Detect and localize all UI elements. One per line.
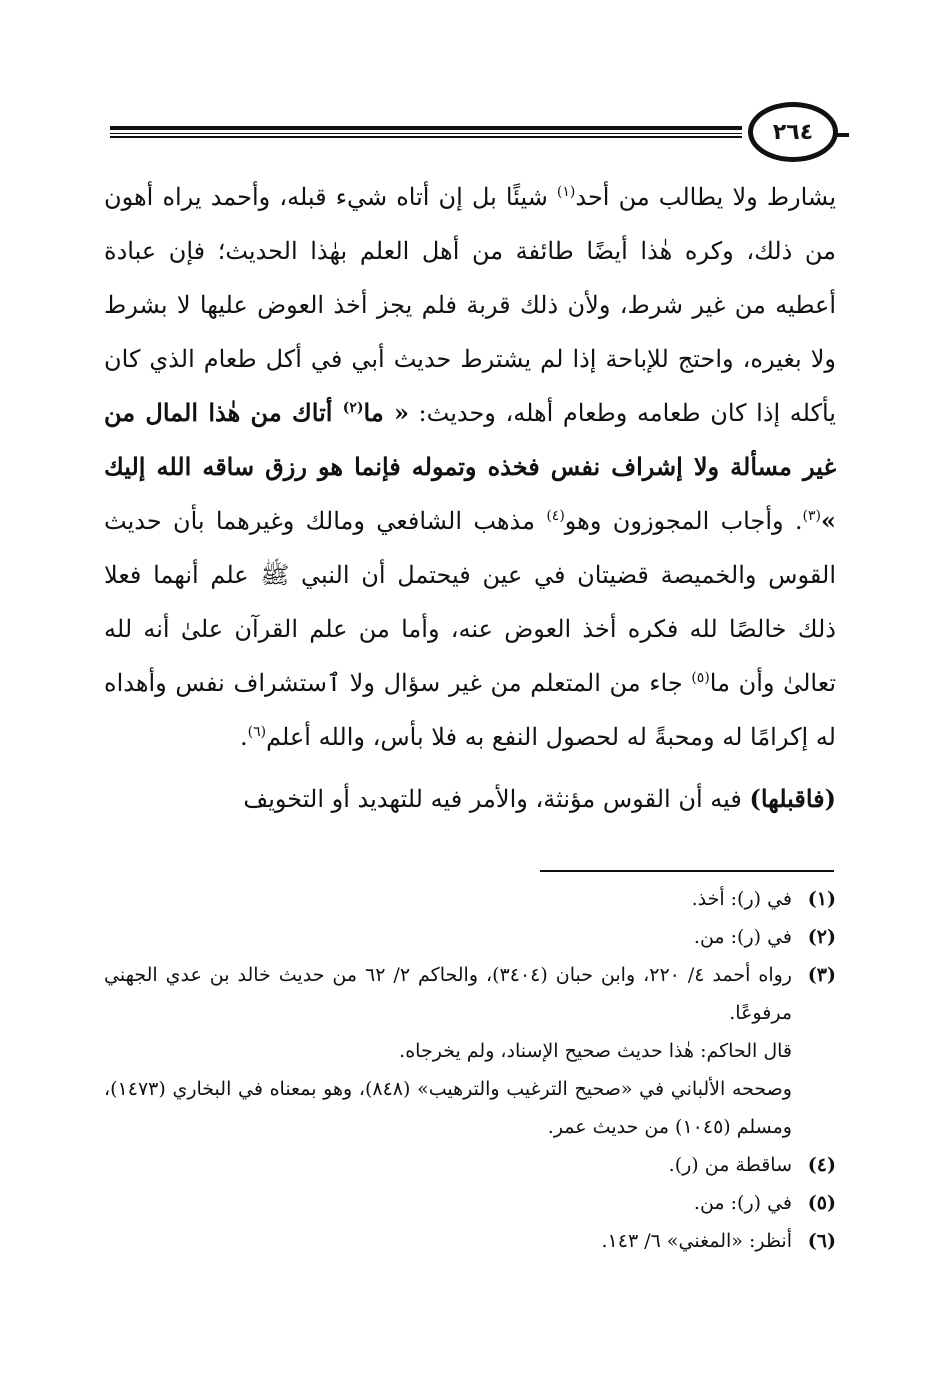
text-run: جاء من المتعلم من غير سؤال ولا ٱستشراف نفس وأهداه له إكرامًا له ومحبةً له لحصول النفع به فلا بأس، والله أعلم <box>104 669 836 751</box>
footnote-line: رواه أحمد ٤/ ٢٢٠، وابن حبان (٣٤٠٤)، والحاكم ٢/ ٦٢ من حديث خالد بن عدي الجهني مرفوعًا. <box>104 964 792 1024</box>
footnote-ref[interactable]: (٣) <box>802 508 821 524</box>
paragraph <box>104 170 836 764</box>
text-run: فيه أن القوس مؤنثة، والأمر فيه للتهديد أو التخويف <box>243 785 750 813</box>
footnote-ref[interactable]: (١) <box>556 184 576 200</box>
hadith-text: « ما <box>363 398 409 427</box>
paragraph <box>104 772 836 826</box>
footnote-number: (٦) <box>807 1230 836 1252</box>
header-rule <box>110 126 742 130</box>
text-run: . <box>239 723 248 751</box>
footnote <box>104 1184 836 1222</box>
page-header <box>110 100 838 160</box>
footnote-separator <box>540 870 834 872</box>
footnote-text: أنظر: «المغني» ٦/ ١٤٣. <box>601 1230 792 1252</box>
footnote-ref[interactable]: (٦) <box>247 724 267 740</box>
text-run: مذهب الشافعي ومالك وغيرهما بأن حديث القوس والخميصة قضيتان في عين فيحتمل أن النبي ﷺ علم أنهما فعلا ذلك خالصًا لله فكره أخذ العوض عنه، وأما من علم القرآن علىٰ أنه لله تعالىٰ وأن ما <box>104 507 836 697</box>
footnote-ref[interactable]: (٤) <box>546 508 565 524</box>
page-number: ٢٦٤ <box>772 119 814 145</box>
footnote <box>104 956 836 1146</box>
text-run: . وأجاب المجوزون وهو <box>564 507 803 535</box>
footnote-number: (٥) <box>807 1192 836 1214</box>
footnote-text: في (ر): من. <box>693 926 792 948</box>
footnotes <box>104 880 836 1260</box>
text-run: شيئًا بل إن أتاه شيء قبله، وأحمد يراه أهون من ذلك، وكره هٰذا أيضًا طائفة من أهل العلم بهٰذا الحديث؛ فإن عبادة أعطيه من غير شرط، ولأن ذلك قربة فلم يجز أخذ العوض عليها لا بشرط ولا بغيره، واحتج للإباحة إذا لم يشترط حديث أبي في أكل طعام الذي كان يأكله إذا كان طعامه وطعام أهله، وحديث: <box>104 183 836 427</box>
text-run: يشارط ولا يطالب من أحد <box>575 183 837 211</box>
footnote-text: في (ر): أخذ. <box>691 888 792 910</box>
footnote-number: (٢) <box>807 926 836 948</box>
footnote-number: (١) <box>807 888 836 910</box>
footnote-number: (٣) <box>807 964 836 986</box>
header-rule <box>110 133 742 134</box>
footnote-text: ساقطة من (ر). <box>668 1154 792 1176</box>
footnote-number: (٤) <box>807 1154 836 1176</box>
footnote <box>104 918 836 956</box>
footnote-text: في (ر): من. <box>693 1192 792 1214</box>
footnote <box>104 1222 836 1260</box>
hadith-text: أتاك من هٰذا المال من غير مسألة ولا إشراف نفس فخذه وتموله فإنما هو رزق ساقه الله إليك » <box>104 398 836 535</box>
footnote-line: قال الحاكم: هٰذا حديث صحيح الإسناد، ولم يخرجاه. <box>399 1040 792 1062</box>
footnote-line: وصححه الألباني في «صحيح الترغيب والترهيب» (٨٤٨)، وهو بمعناه في البخاري (١٤٧٣)، ومسلم (١٠٤٥) من حديث عمر. <box>104 1078 792 1138</box>
footnote-text <box>104 956 792 1146</box>
main-text <box>104 170 836 826</box>
keyword: (فاقبلها) <box>749 784 836 813</box>
page-number-badge <box>748 102 838 162</box>
header-rule <box>110 136 742 138</box>
footnote <box>104 880 836 918</box>
footnote-ref[interactable]: (٥) <box>691 670 710 686</box>
footnote-ref[interactable]: (٢) <box>342 400 364 416</box>
footnote <box>104 1146 836 1184</box>
